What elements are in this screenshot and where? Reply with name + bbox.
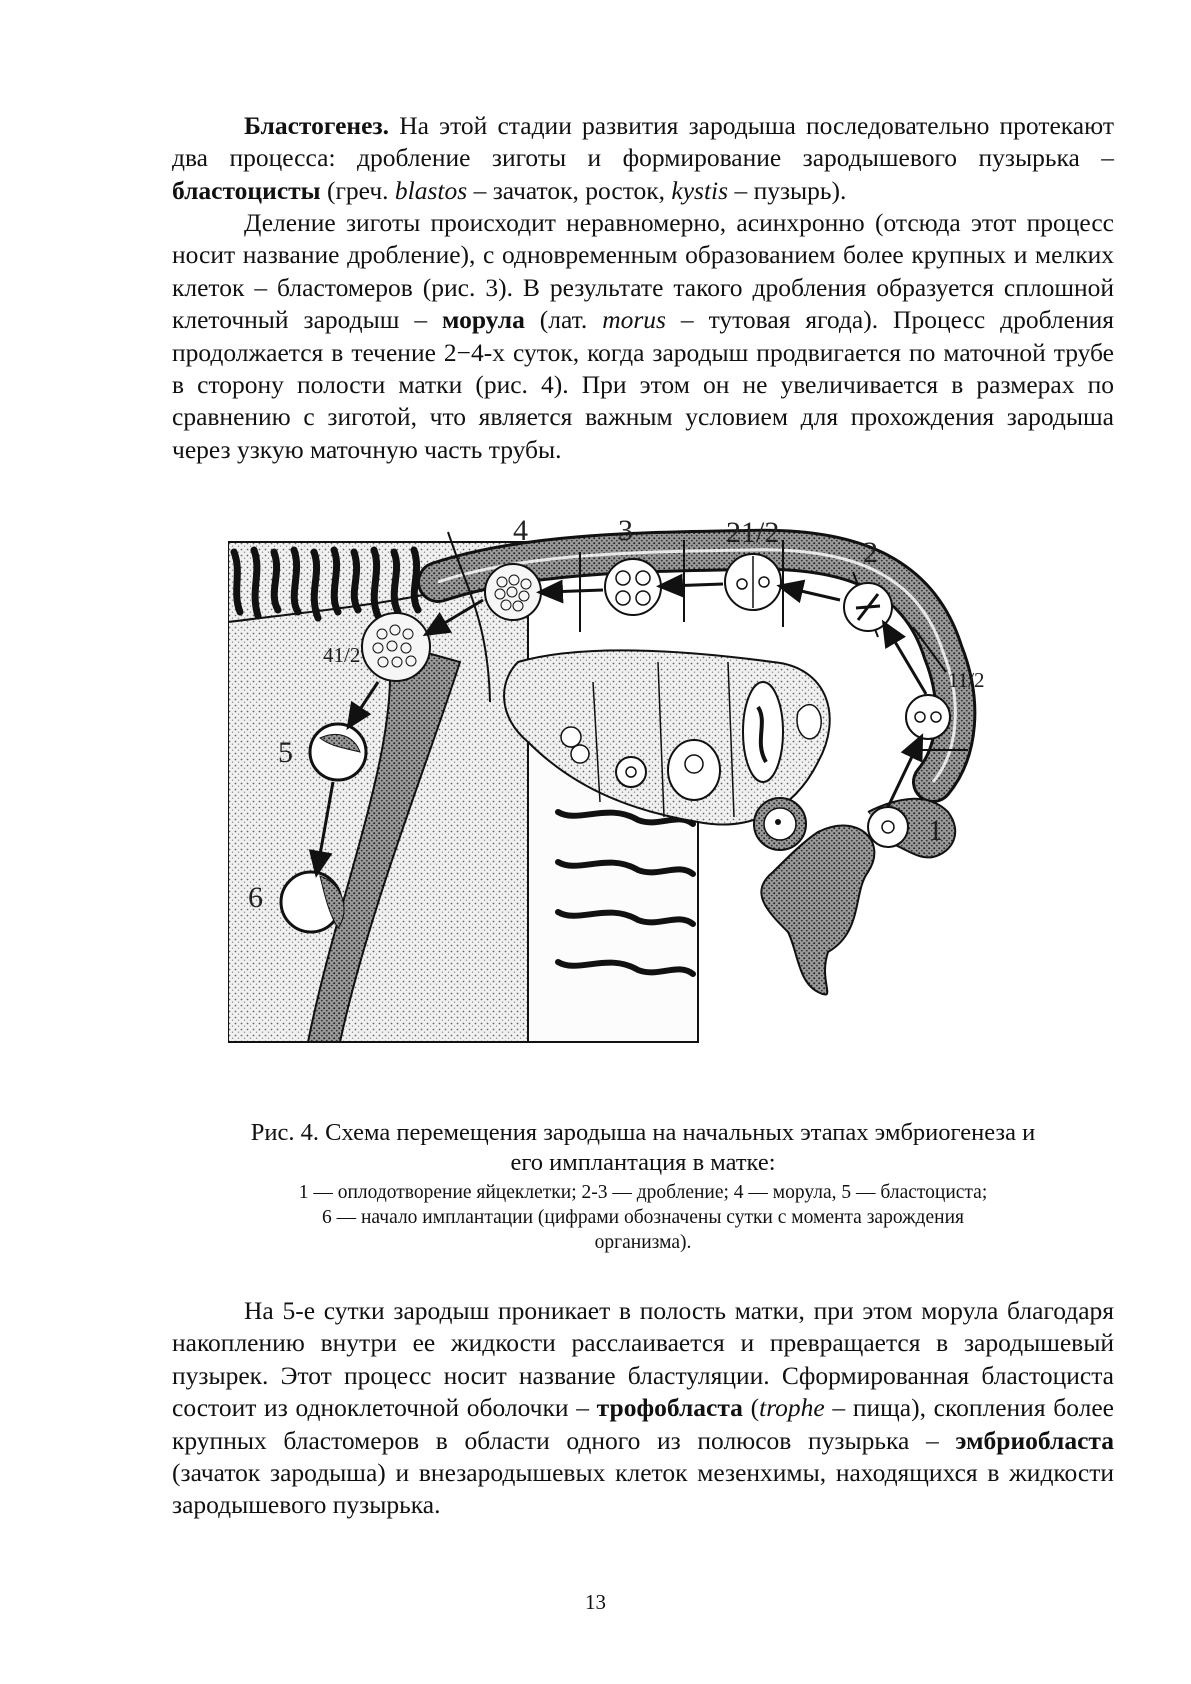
embryo-stage-day4-5 <box>362 613 430 681</box>
label-day4-5: 41/2 <box>323 643 361 667</box>
embryo-stage-day1-5 <box>906 695 950 739</box>
label-day2: 2 <box>863 536 878 569</box>
label-day4: 4 <box>513 514 528 547</box>
figure-caption-legend: 1 — оплодотворение яйцеклетки; 2-3 — дробление; 4 — морула, 5 — бластоциста; 6 — начало имплантации (цифрами обозначены сутки с момента зарождения организма). <box>298 1182 988 1253</box>
term-trophoblast: трофобласта <box>596 1393 743 1423</box>
label-day2-5: 21/2 <box>726 516 780 549</box>
label-day1: 1 <box>928 814 943 847</box>
label-day6: 6 <box>248 881 263 914</box>
embryo-stage-day4-morula <box>485 564 541 620</box>
term-trophe: trophe <box>759 1393 825 1423</box>
term-embryoblast: эмбриобласта <box>955 1425 1114 1455</box>
embryo-stage-day2 <box>844 583 892 631</box>
figure-caption-title: Рис. 4. Схема перемещения зародыша на начальных этапах эмбриогенеза и его имплантация в матке: <box>250 1119 1036 1176</box>
embryo-stage-day2-5 <box>725 554 781 610</box>
term-blastos: blastos <box>394 175 468 205</box>
label-day1-5: 11/2 <box>948 668 985 692</box>
ovulated-egg <box>754 798 806 850</box>
term-morula: морула <box>442 305 525 335</box>
embryo-stage-day1 <box>868 807 908 847</box>
page-number: 13 <box>585 1590 606 1614</box>
paragraph-cleavage: Деление зиготы происходит неравномерно, асинхронно (отсюда этот процесс носит название дробление), с одновременным образованием более крупных и мелких клеток – бластомеров (рис. 3). В результате такого дробления образуется сплошной клеточный зародыш – морула (лат. morus – тутовая ягода). Процесс дробления продолжается в течение 2−4-х суток, когда зародыш продвигается по маточной трубе в сторону полости матки (рис. 4). При этом он не увеличивается в размерах по сравнению с зиготой, что является важным условием для прохождения зародыша через узкую маточную часть трубы. <box>172 208 1114 464</box>
label-day3: 3 <box>618 514 633 547</box>
heading-blastogenesis: Бластогенез. <box>244 111 390 140</box>
paragraph-blastogenesis: Бластогенез. На этой стадии развития зародыша последовательно протекают два процесса: дробление зиготы и формирование зародышевого пузырька – бластоцисты (греч. blastos – зачаток, росток, kystis – пузырь). <box>172 111 1114 205</box>
term-morus: morus <box>602 305 666 335</box>
label-day5: 5 <box>278 736 293 769</box>
term-blastocyst: бластоцисты <box>172 175 321 205</box>
embryo-migration-figure <box>228 512 1062 1076</box>
embryo-stage-day5-blastocyst <box>310 724 366 780</box>
embryo-stage-day3 <box>605 559 661 615</box>
paragraph-blastulation: На 5-е сутки зародыш проникает в полость матки, при этом морула благодаря накоплению внутри ее жидкости расслаивается и превращается в зародышевый пузырек. Этот процесс носит название бластуляции. Сформированная бластоциста состоит из одноклеточной оболочки – трофобласта (trophe – пища), скопления более крупных бластомеров в области одного из полюсов пузырька – эмбриобласта (зачаток зародыша) и внезародышевых клеток мезенхимы, находящихся в жидкости зародышевого пузырька. <box>172 1296 1114 1520</box>
term-kystis: kystis <box>671 175 729 205</box>
